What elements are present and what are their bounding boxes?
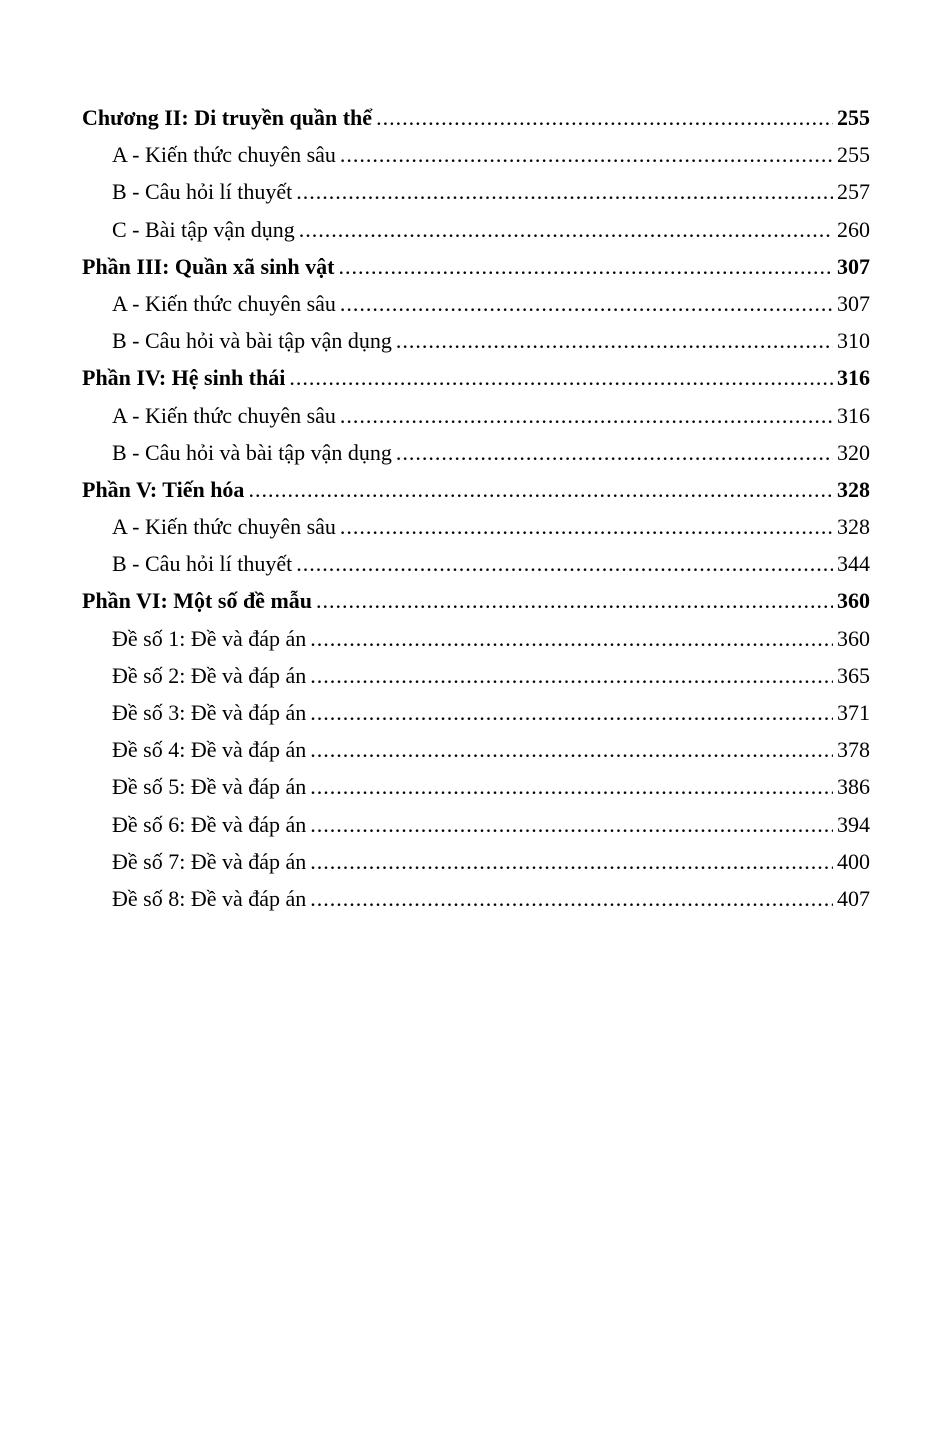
toc-entry-page: 344	[837, 551, 870, 577]
toc-dot-leader	[310, 694, 833, 731]
toc-entry-title: Phần V: Tiến hóa	[82, 476, 245, 502]
toc-entry[interactable]	[82, 731, 870, 768]
toc-entry-title: B - Câu hỏi và bài tập vận dụng	[112, 439, 392, 465]
toc-entry-title: Chương II: Di truyền quần thể	[82, 105, 373, 130]
toc-entry-page: 260	[837, 216, 870, 242]
toc-entry-page: 360	[837, 588, 870, 614]
toc-dot-leader	[338, 248, 833, 285]
toc-entry-title: C - Bài tập vận dụng	[112, 216, 295, 242]
toc-entry-title: Đề số 7: Đề và đáp án	[112, 848, 307, 874]
toc-entry[interactable]	[82, 397, 870, 434]
toc-entry[interactable]	[82, 322, 870, 359]
toc-entry-title: Phần VI: Một số đề mẫu	[82, 588, 313, 614]
toc-dot-leader	[316, 582, 833, 619]
toc-dot-leader	[310, 880, 833, 917]
toc-dot-leader	[289, 359, 833, 396]
toc-entry-title: Phần III: Quần xã sinh vật	[82, 253, 335, 279]
toc-entry-chapter-2[interactable]	[82, 99, 870, 136]
toc-entry[interactable]	[82, 173, 870, 210]
toc-dot-leader	[396, 434, 833, 471]
toc-dot-leader	[296, 545, 833, 582]
toc-entry[interactable]	[82, 545, 870, 582]
toc-dot-leader	[310, 806, 833, 843]
toc-dot-leader	[299, 211, 833, 248]
toc-entry-title: A - Kiến thức chuyên sâu	[112, 514, 336, 540]
toc-entry-page: 400	[837, 848, 870, 874]
toc-entry-title: B - Câu hỏi và bài tập vận dụng	[112, 328, 392, 354]
toc-entry-page: 407	[837, 885, 870, 911]
toc-dot-leader	[310, 657, 833, 694]
toc-entry-page: 328	[837, 476, 870, 502]
toc-entry-page: 310	[837, 328, 870, 354]
toc-entry-title: A - Kiến thức chuyên sâu	[112, 402, 336, 428]
toc-dot-leader	[340, 136, 833, 173]
toc-entry-title: A - Kiến thức chuyên sâu	[112, 290, 336, 316]
toc-entry-title: Đề số 8: Đề và đáp án	[112, 885, 307, 911]
toc-dot-leader	[376, 99, 833, 136]
toc-entry[interactable]	[82, 136, 870, 173]
toc-entry-title: Đề số 4: Đề và đáp án	[112, 737, 307, 763]
toc-entry[interactable]	[82, 620, 870, 657]
toc-dot-leader	[310, 731, 833, 768]
toc-dot-leader	[310, 620, 833, 657]
toc-entry[interactable]	[82, 657, 870, 694]
toc-entry-page: 307	[837, 253, 870, 279]
toc-entry-page: 316	[837, 402, 870, 428]
toc-entry-title: Đề số 3: Đề và đáp án	[112, 700, 307, 725]
toc-entry-page: 328	[837, 514, 870, 540]
toc-entry[interactable]	[82, 843, 870, 880]
toc-entry-title: A - Kiến thức chuyên sâu	[112, 142, 336, 168]
toc-entry-title: B - Câu hỏi lí thuyết	[112, 551, 293, 577]
toc-entry[interactable]	[82, 768, 870, 805]
toc-entry-page: 378	[837, 737, 870, 763]
toc-entry[interactable]	[82, 806, 870, 843]
table-of-contents	[82, 99, 870, 917]
toc-entry[interactable]	[82, 211, 870, 248]
toc-dot-leader	[310, 768, 833, 805]
toc-dot-leader	[340, 508, 833, 545]
toc-dot-leader	[340, 285, 833, 322]
toc-entry-page: 394	[837, 811, 870, 837]
toc-entry[interactable]	[82, 694, 870, 731]
toc-entry-part-4[interactable]	[82, 359, 870, 396]
toc-entry-page: 316	[837, 365, 870, 391]
toc-dot-leader	[396, 322, 833, 359]
toc-entry-page: 386	[837, 774, 870, 800]
toc-entry-title: Đề số 5: Đề và đáp án	[112, 774, 307, 800]
toc-entry-part-3[interactable]	[82, 248, 870, 285]
toc-dot-leader	[296, 173, 833, 210]
toc-entry-page: 371	[837, 700, 870, 725]
toc-entry[interactable]	[82, 434, 870, 471]
toc-entry-title: Đề số 6: Đề và đáp án	[112, 811, 307, 837]
toc-entry-title: Đề số 1: Đề và đáp án	[112, 625, 307, 651]
toc-entry-part-6[interactable]	[82, 582, 870, 619]
toc-dot-leader	[248, 471, 833, 508]
toc-dot-leader	[340, 397, 833, 434]
toc-entry-page: 307	[837, 290, 870, 316]
toc-entry-page: 257	[837, 179, 870, 205]
toc-entry-part-5[interactable]	[82, 471, 870, 508]
toc-entry-title: Phần IV: Hệ sinh thái	[82, 365, 286, 391]
toc-entry[interactable]	[82, 285, 870, 322]
toc-entry-title: B - Câu hỏi lí thuyết	[112, 179, 293, 205]
toc-entry-title: Đề số 2: Đề và đáp án	[112, 662, 307, 688]
toc-entry[interactable]	[82, 508, 870, 545]
toc-entry-page: 255	[837, 105, 870, 130]
toc-dot-leader	[310, 843, 833, 880]
toc-entry-page: 360	[837, 625, 870, 651]
toc-entry-page: 255	[837, 142, 870, 168]
toc-entry-page: 320	[837, 439, 870, 465]
toc-entry[interactable]	[82, 880, 870, 917]
toc-entry-page: 365	[837, 662, 870, 688]
